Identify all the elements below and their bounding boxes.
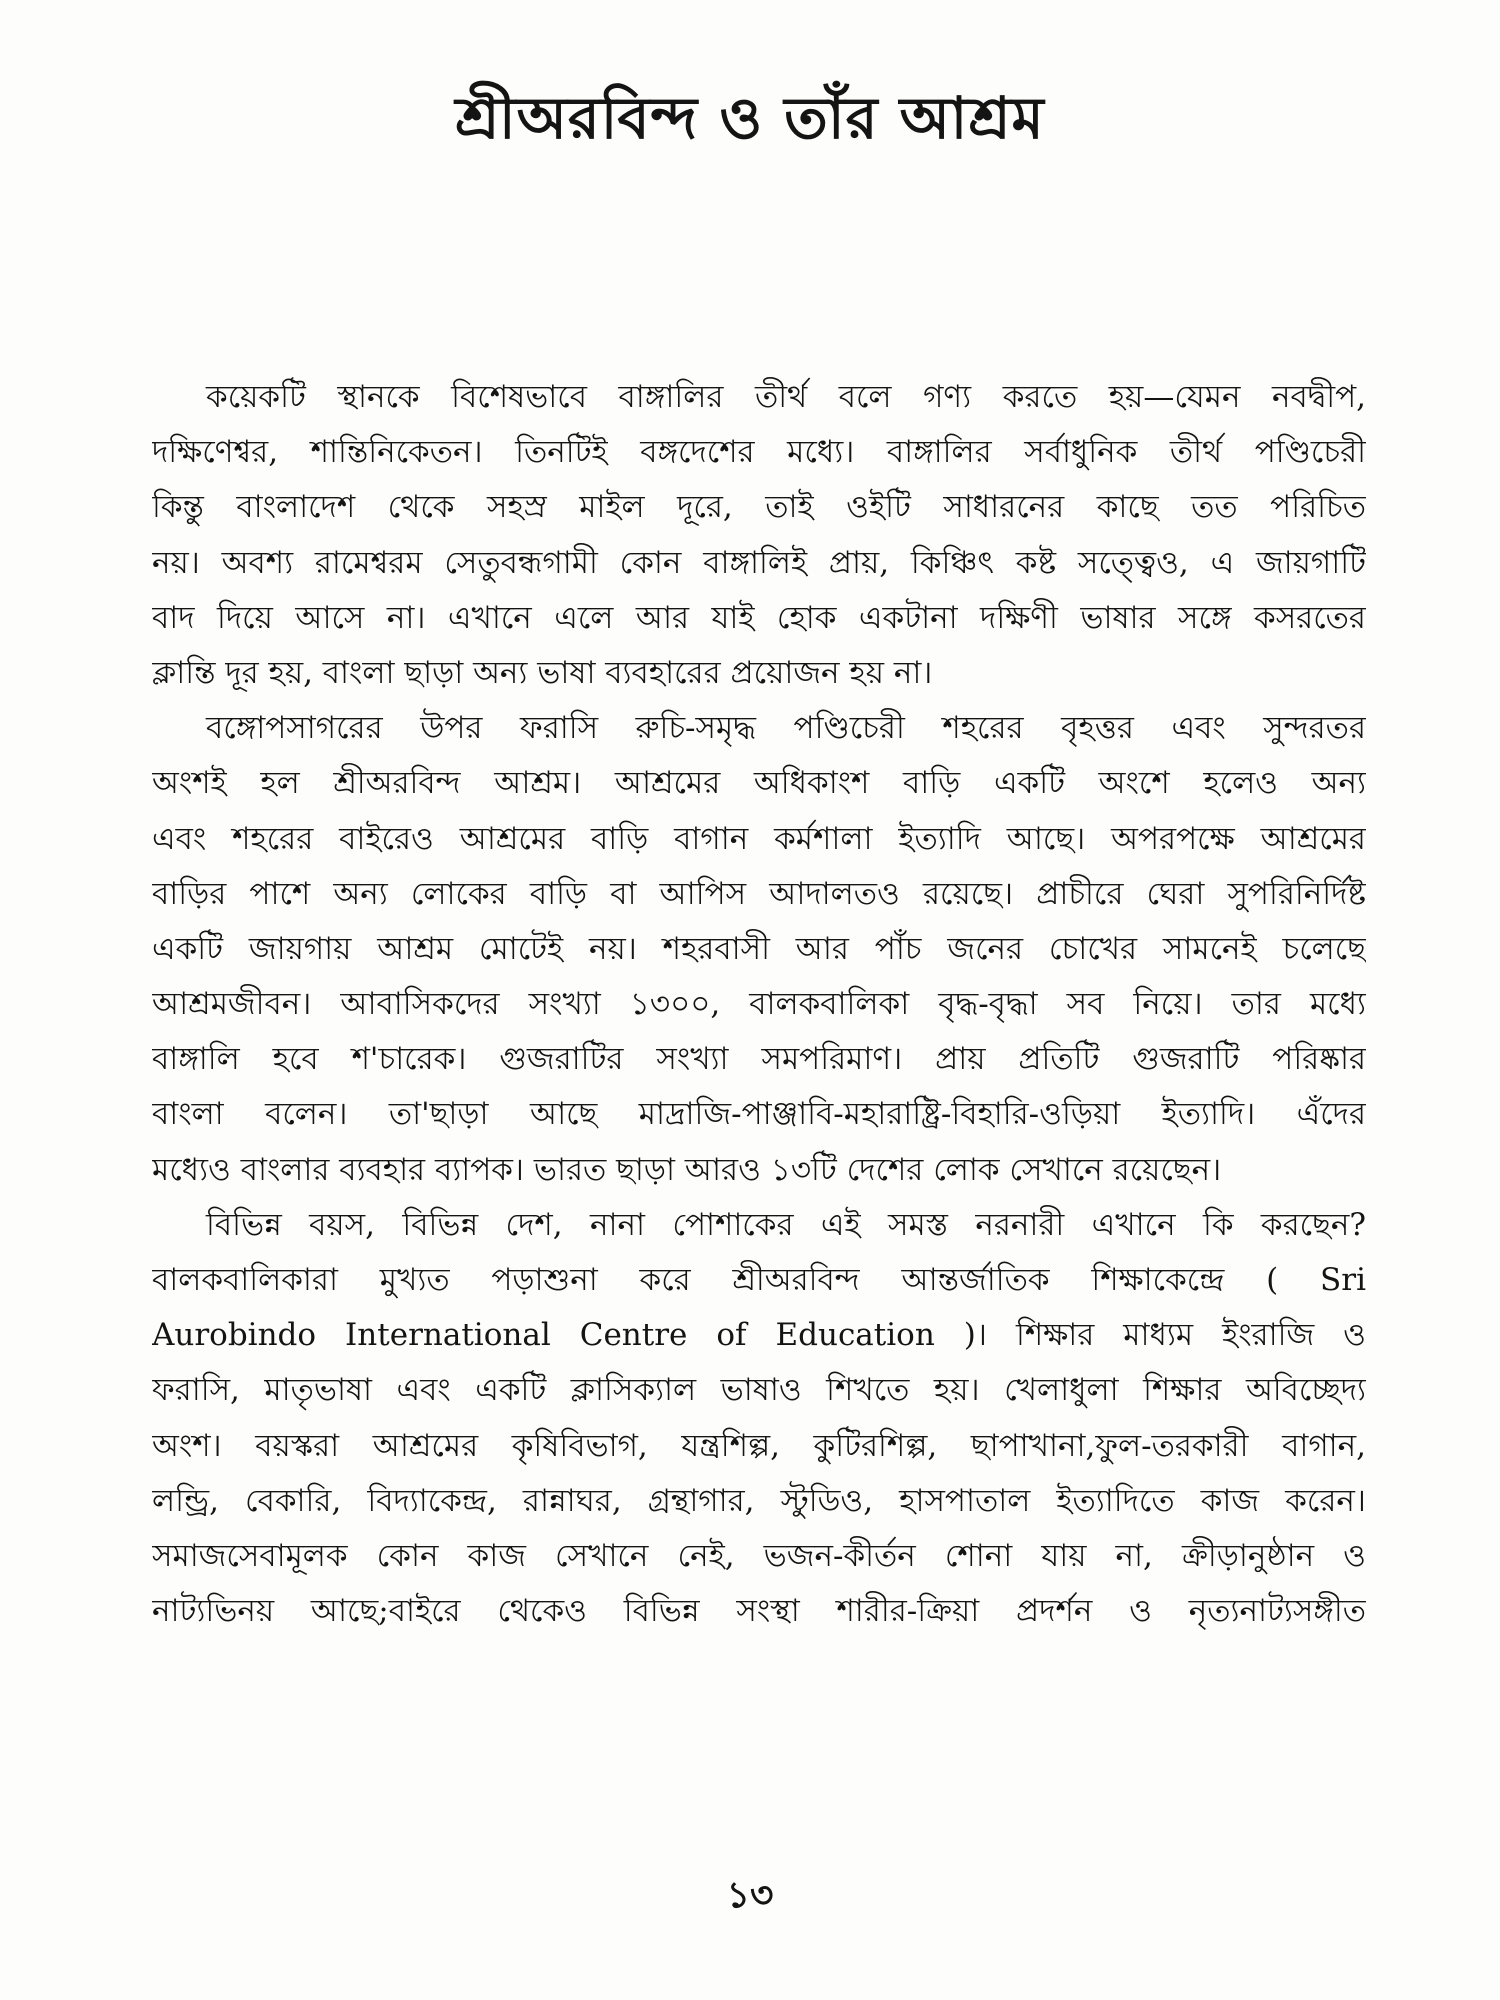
text-line: ক্লান্তি দূর হয়, বাংলা ছাড়া অন্য ভাষা ব্যবহারের প্রয়োজন হয় না।: [152, 654, 933, 691]
text-line: Aurobindo International Centre of Education )। শিক্ষার মাধ্যম ইংরাজি ও: [152, 1317, 1366, 1354]
text-line: একটি জায়গায় আশ্রম মোটেই নয়। শহরবাসী আর পাঁচ জনের চোখের সামনেই চলেছে: [152, 930, 1366, 967]
text-line: বাঙ্গালি হবে শ'চারেক। গুজরাটির সংখ্যা সমপরিমাণ। প্রায় প্রতিটি গুজরাটি পরিষ্কার: [152, 1041, 1366, 1078]
text-line: কয়েকটি স্থানকে বিশেষভাবে বাঙ্গালির তীর্থ বলে গণ্য করতে হয়—যেমন নবদ্বীপ,: [206, 379, 1366, 415]
text-line: লন্ড্রি, বেকারি, বিদ্যাকেন্দ্র, রান্নাঘর, গ্রন্থাগার, স্টুডিও, হাসপাতাল ইত্যাদিতে কাজ করেন।: [152, 1482, 1366, 1519]
body-text: [152, 370, 1366, 1639]
text-line: মধ্যেও বাংলার ব্যবহার ব্যাপক। ভারত ছাড়া আরও ১৩টি দেশের লোক সেখানে রয়েছেন।: [152, 1151, 1222, 1188]
text-line: সমাজসেবামূলক কোন কাজ সেখানে নেই, ভজন-কীর্তন শোনা যায় না, ক্রীড়ানুষ্ঠান ও: [152, 1537, 1366, 1574]
text-line: দক্ষিণেশ্বর, শান্তিনিকেতন। তিনটিই বঙ্গদেশের মধ্যে। বাঙ্গালির সর্বাধুনিক তীর্থ পণ্ডিচেরী: [152, 434, 1366, 471]
text-line: বাড়ির পাশে অন্য লোকের বাড়ি বা আপিস আদালতও রয়েছে। প্রাচীরে ঘেরা সুপরিনির্দিষ্ট: [152, 875, 1366, 912]
text-line: অংশই হল শ্রীঅরবিন্দ আশ্রম। আশ্রমের অধিকাংশ বাড়ি একটি অংশে হলেও অন্য: [152, 765, 1366, 802]
text-line: অংশ। বয়স্করা আশ্রমের কৃষিবিভাগ, যন্ত্রশিল্প, কুটিরশিল্প, ছাপাখানা,ফুল-তরকারী বাগান,: [152, 1427, 1366, 1464]
text-line: বিভিন্ন বয়স, বিভিন্ন দেশ, নানা পোশাকের এই সমস্ত নরনারী এখানে কি করছেন?: [206, 1206, 1366, 1243]
text-line: বাংলা বলেন। তা'ছাড়া আছে মাদ্রাজি-পাঞ্জাবি-মহারাষ্ট্রি-বিহারি-ওড়িয়া ইত্যাদি। এঁদের: [152, 1096, 1366, 1133]
text-line: বালকবালিকারা মুখ্যত পড়াশুনা করে শ্রীঅরবিন্দ আন্তর্জাতিক শিক্ষাকেন্দ্রে ( Sri: [152, 1262, 1366, 1298]
text-line: ফরাসি, মাতৃভাষা এবং একটি ক্লাসিক্যাল ভাষাও শিখতে হয়। খেলাধুলা শিক্ষার অবিচ্ছেদ্য: [152, 1372, 1366, 1409]
text-line: আশ্রমজীবন। আবাসিকদের সংখ্যা ১৩০০, বালকবালিকা বৃদ্ধ-বৃদ্ধা সব নিয়ে। তার মধ্যে: [152, 986, 1366, 1023]
text-line: বাদ দিয়ে আসে না। এখানে এলে আর যাই হোক একটানা দক্ষিণী ভাষার সঙ্গে কসরতের: [152, 599, 1366, 636]
text-line: বঙ্গোপসাগরের উপর ফরাসি রুচি-সমৃদ্ধ পণ্ডিচেরী শহরের বৃহত্তর এবং সুন্দরতর: [206, 710, 1366, 747]
text-line: নয়। অবশ্য রামেশ্বরম সেতুবন্ধগামী কোন বাঙ্গালিই প্রায়, কিঞ্চিৎ কষ্ট সত্ত্বেও, এ জায়গাটি: [152, 544, 1366, 581]
page-title: শ্রীঅরবিন্দ ও তাঁর আশ্রম: [455, 84, 1045, 152]
text-line: এবং শহরের বাইরেও আশ্রমের বাড়ি বাগান কর্মশালা ইত্যাদি আছে। অপরপক্ষে আশ্রমের: [152, 820, 1366, 857]
text-line: কিন্তু বাংলাদেশ থেকে সহস্র মাইল দূরে, তাই ওইটি সাধারনের কাছে তত পরিচিত: [152, 489, 1366, 526]
page-number: ১৩: [726, 1874, 774, 1916]
text-line: নাট্যভিনয় আছে;বাইরে থেকেও বিভিন্ন সংস্থা শারীর-ক্রিয়া প্রদর্শন ও নৃত্যনাট্যসঙ্গীত: [152, 1593, 1366, 1630]
